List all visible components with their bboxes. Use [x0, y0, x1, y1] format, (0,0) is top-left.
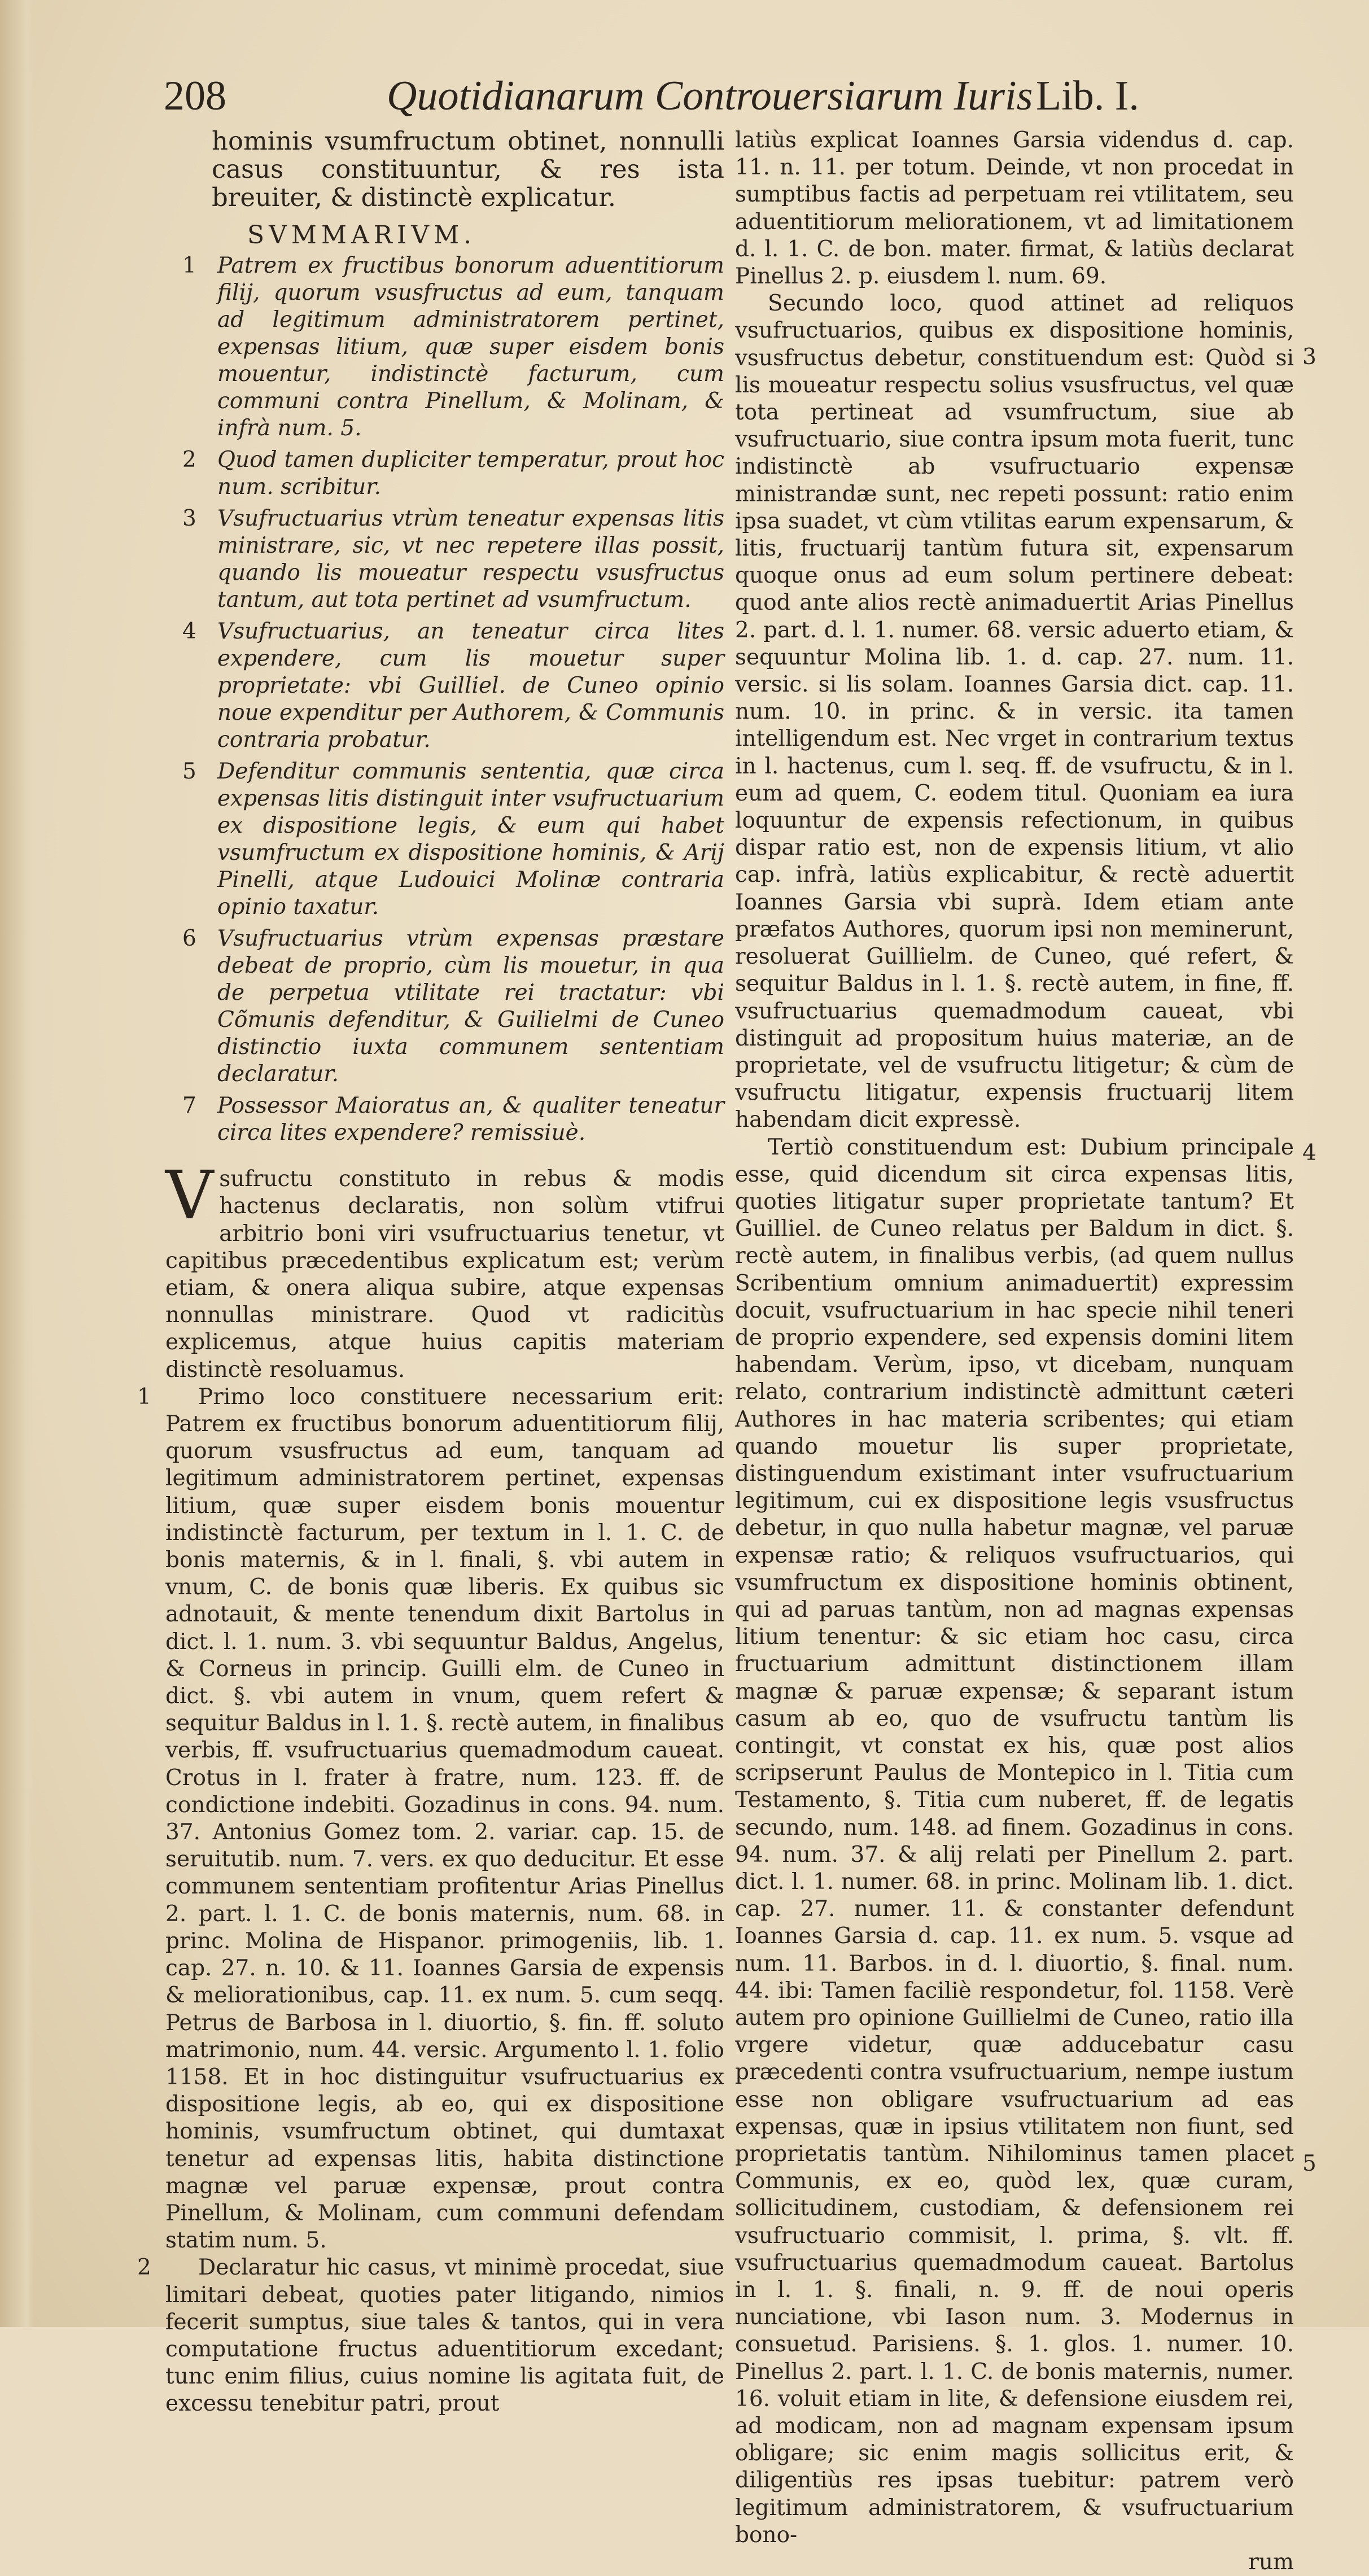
summarium-number: 4: [182, 619, 196, 645]
summarium-text: Possessor Maioratus an, & qualiter teneatur circa lites expendere? remissiuè.: [217, 1093, 724, 1146]
drop-capital: V: [165, 1156, 214, 1235]
summarium-item: [165, 618, 724, 754]
summarium-number: 5: [182, 759, 196, 785]
paragraph: Primo loco constituere necessarium erit: Patrem ex fructibus bonorum aduentitiorum filij, quorum vsusfructus ad eum, tanquam ad legitimum administratorem pertinet, expensas litium, quæ super eisdem bonis mouentur indistinctè facturum, per textum in l. 1. C. de bonis maternis, & in l. finali, §. vbi autem in vnum, C. de bonis quæ liberis. Ex quibus sic adnotauit, & mente tenendum dixit Bartolus in dict. l. 1. num. 3. vbi sequuntur Baldus, Angelus, & Corneus in princip. Guilli elm. de Cuneo in dict. §. vbi autem in vnum, quem refert & sequitur Baldus in l. 1. §. rectè autem, in finalibus verbis, ff. vsufructuarius quemadmodum caueat. Crotus in l. frater à fratre, num. 123. ff. de condictione indebiti. Gozadinus in cons. 94. num. 37. Antonius Gomez tom. 2. variar. cap. 15. de seruitutib. num. 7. vers. ex quo deducitur. Et esse communem sententiam profitentur Arias Pinellus 2. part. l. 1. C. de bonis maternis, num. 68. in princ. Molina de Hispanor. primogeniis, lib. 1. cap. 27. n. 10. & 11. Ioannes Garsia de expensis & meliorationibus, cap. 11. ex num. 5. cum seqq. Petrus de Barbosa in l. diuortio, §. fin. ff. soluto matrimonio, num. 44. versic. Argumento l. 1. folio 1158. Et in hoc distinguitur vsufructuarius ex dispositione legis, ab eo, qui ex dispositione hominis, vsumfructum obtinet, qui dumtaxat tenetur ad expensas litis, habita distinctione magnæ vel paruæ expensæ, prout contra Pinellum, & Molinam, cum communi defendam statim num. 5.: [165, 1384, 724, 2254]
summarium-item: [165, 925, 724, 1088]
summarium-number: 6: [182, 926, 196, 952]
summarium-item: [165, 505, 724, 614]
summarium-number: 3: [182, 506, 196, 532]
summarium-text: Vsufructuarius vtrùm teneatur expensas litis ministrare, sic, vt nec repetere illas possit, quando lis moueatur respectu vsusfructus tantum, aut tota pertinet ad vsumfructum.: [217, 506, 724, 613]
summarium-heading: SVMMARIVM.: [247, 221, 476, 250]
margin-number: 3: [1302, 344, 1316, 370]
summarium-number: 1: [182, 253, 196, 279]
paragraph: sufructu constituto in rebus & modis hactenus declaratis, non solùm vtifrui arbitrio boni viri vsufructuarius tenetur, vt capitibus præcedentibus explicatum est; verùm etiam, & onera aliqua subire, atque expensas nonnullas ministrare. Quod vt radicitùs explicemus, atque huius capitis materiam distinctè resoluamus.: [165, 1166, 724, 1383]
page-edge: [0, 0, 34, 2327]
numbered-section: [735, 290, 1316, 1134]
summarium-item: [165, 1092, 724, 1147]
chapter-intro: hominis vsumfructum obtinet, nonnulli casus constituuntur, & res ista breuiter, & distinctè explicatur.: [212, 126, 724, 212]
summarium-text: Defenditur communis sententia, quæ circa expensas litis distinguit inter vsufructuarium ex dispositione legis, & eum qui habet vsumfructum ex dispositione hominis, & Arij Pinelli, atque Ludouici Molinæ contraria opinio taxatur.: [217, 759, 724, 920]
margin-number: 1: [137, 1384, 151, 1410]
summarium-number: 7: [182, 1093, 196, 1119]
summarium-number: 2: [182, 447, 196, 473]
margin-number: 4: [1302, 1140, 1316, 1166]
running-header: [164, 72, 1157, 123]
summarium-text: Patrem ex fructibus bonorum aduentitiorum filij, quorum vsusfructus ad eum, tanquam ad legitimum administratorem pertinet, expensas litium, quæ super eisdem bonis mouentur, indistinctè facturum, cum communi contra Pinellum, & Molinam, & infrà num. 5.: [217, 253, 724, 441]
summarium-text: Vsufructuarius, an teneatur circa lites expendere, cum lis mouetur super proprietate: vbi Guilliel. de Cuneo opinio noue expenditur per Authorem, & Communis contraria probatur.: [217, 619, 724, 753]
running-title: Quotidianarum Controuersiarum Iuris: [387, 73, 1033, 119]
margin-number: 5: [1302, 2150, 1316, 2176]
paragraph: latiùs explicat Ioannes Garsia videndus d. cap. 11. n. 11. per totum. Deinde, vt non procedat in sumptibus factis ad perpetuam rei vtilitatem, seu aduentitiorum meliorationem, vt ad limitationem d. l. 1. C. de bon. mater. firmat, & latiùs declarat Pinellus 2. p. eiusdem l. num. 69.: [735, 128, 1294, 290]
summarium-text: Quod tamen dupliciter temperatur, prout hoc num. scribitur.: [217, 447, 724, 500]
page-number: 208: [164, 73, 226, 119]
numbered-section: [137, 1384, 724, 2255]
paragraph: Tertiò constituendum est: Dubium principale esse, quid dicendum sit circa expensas litis, quoties litigatur super proprietate tantum? Et Guilliel. de Cuneo relatus per Baldum in dict. §. rectè autem, in finalibus verbis, (ad quem nullus Scribentium omnium animaduertit) expressim docuit, vsufructuarium in hac specie nihil teneri de proprio expendere, sed expensis domini litem habendam. Verùm, ipso, vt dicebam, nunquam relato, contrarium indistinctè admittunt cæteri Authores in hac materia scribentes; qui etiam quando mouetur lis super proprietate, distinguendum existimant inter vsufructuarium legitimum, cui ex dispositione legis vsusfructus debetur, in quo nulla habetur magnæ, vel paruæ expensæ ratio; & reliquos vsufructuarios, qui vsumfructum ex dispositione hominis obtinent, qui ad paruas tantùm, non ad magnas expensas litium tenentur: & sic etiam hoc casu, circa fructuarium admittunt distinctionem illam magnæ & paruæ expensæ; & separant istum casum ab eo, quo de vsufructu tantùm lis contingit, vt constat ex his, quæ post alios scripserunt Paulus de Montepico in l. Titia cum Testamento, §. Titia cum nuberet, ff. de legatis secundo, num. 148. ad finem. Gozadinus in cons. 94. num. 37. & alij relati per Pinellum 2. part. dict. l. 1. numer. 68. in princ. Molinam lib. 1. dict. cap. 27. numer. 11. & constanter defendunt Ioannes Garsia d. cap. 11. ex num. 5. vsque ad num. 11. Barbos. in d. l. diuortio, §. final. num. 44. ibi: Tamen faciliè respondetur, fol. 1158. Verè autem pro opinione Guillielmi de Cuneo, ratio illa vrgere videtur, quæ adducebatur casu præcedenti contra vsufructuarium, nempe iustum esse non obligare vsufructuarium ad eas expensas, quæ in ipsius vtilitatem non fiunt, sed proprietatis tantùm. Nihilominus tamen placet Communis, ex eo, quòd lex, quæ curam, sollicitudinem, custodiam, & defensionem rei vsufructuario commisit, l. prima, §. vlt. ff. vsufructuarius quemadmodum caueat. Bartolus in l. 1. §. finali, n. 9. ff. de noui operis nunciatione, vbi Iason num. 3. Modernus in consuetud. Parisiens. §. 1. glos. 1. numer. 10. Pinellus 2. part. l. 1. C. de bonis maternis, numer. 16. voluit etiam in lite, & defensione eiusdem rei, ad modicam, non ad magnam expensam ipsum obligare; sic enim magis sollicitus erit, & diligentiùs res ipsas tuebitur: patrem verò legitimum administratorem, & vsufructuarium bono-: [735, 1134, 1294, 2548]
paragraph: Secundo loco, quod attinet ad reliquos vsufructuarios, quibus ex dispositione hominis, vsusfructus debetur, constituendum est: Quòd si lis moueatur respectu solius vsusfructus, vel quæ tota pertineat ad vsumfructum, siue ab vsufructuario, siue contra ipsum mota fuerit, tunc indistinctè ab vsufructuario expensæ ministrandæ sunt, nec repeti possunt: ratio enim ipsa suadet, vt cùm vtilitas earum expensarum, & litis, fructuarij tantùm futura sit, expensarum quoque onus ad eum solum pertinere debeat: quod ante alios rectè animaduertit Arias Pinellus 2. part. d. l. 1. numer. 68. versic aduerto etiam, & sequuntur Molina lib. 1. d. cap. 27. num. 11. versic. si lis solam. Ioannes Garsia dict. cap. 11. num. 10. in princ. & in versic. ita tamen intelligendum est. Nec vrget in contrarium textus in l. hactenus, cum l. seq. ff. de vsufructu, & in l. eum ad quem, C. eodem titul. Quoniam ea iura loquuntur de expensis refectionum, in quibus dispar ratio est, non de expensis litium, vt alio cap. infrà, latiùs explicabitur, & rectè aduertit Ioannes Garsia vbi suprà. Idem etiam ante præfatos Authores, quorum ipsi non meminerunt, resoluerat Guillielm. de Cuneo, qué refert, & sequitur Baldus in l. 1. §. rectè autem, in fine, ff. vsufructuarius quemadmodum caueat, vbi distinguit ad propositum huius materiæ, an de proprietate, vel de vsufructu litigetur; & cùm de vsufructu litigatur, expensis fructuarij litem habendam dicit expressè.: [735, 291, 1294, 1133]
margin-number: 2: [137, 2255, 151, 2281]
numbered-section: [735, 1134, 1316, 2549]
summarium-item: [165, 758, 724, 921]
numbered-section: [137, 2254, 724, 2417]
right-column: [735, 127, 1316, 2576]
left-column: [137, 126, 724, 2418]
summarium-item: [165, 252, 724, 442]
summarium-item: [165, 447, 724, 501]
body-opening: [165, 1156, 724, 1384]
catchword: rum: [1248, 2549, 1294, 2575]
summarium-text: Vsufructuarius vtrùm expensas præstare debeat de proprio, cùm lis mouetur, in qua de perpetua vtilitate rei tractatur: vbi Cõmunis defenditur, & Guilielmi de Cuneo distinctio iuxta communem sententiam declaratur.: [217, 926, 724, 1087]
paragraph: Declaratur hic casus, vt minimè procedat, siue limitari debeat, quoties pater litigando, nimios fecerit sumptus, siue tales & tantos, qui in vera computatione fructus aduentitiorum excedant; tunc enim filius, cuius nomine lis agitata fuit, de excessu tenebitur patri, prout: [165, 2255, 724, 2417]
book-label: Lib. I.: [1036, 73, 1139, 119]
